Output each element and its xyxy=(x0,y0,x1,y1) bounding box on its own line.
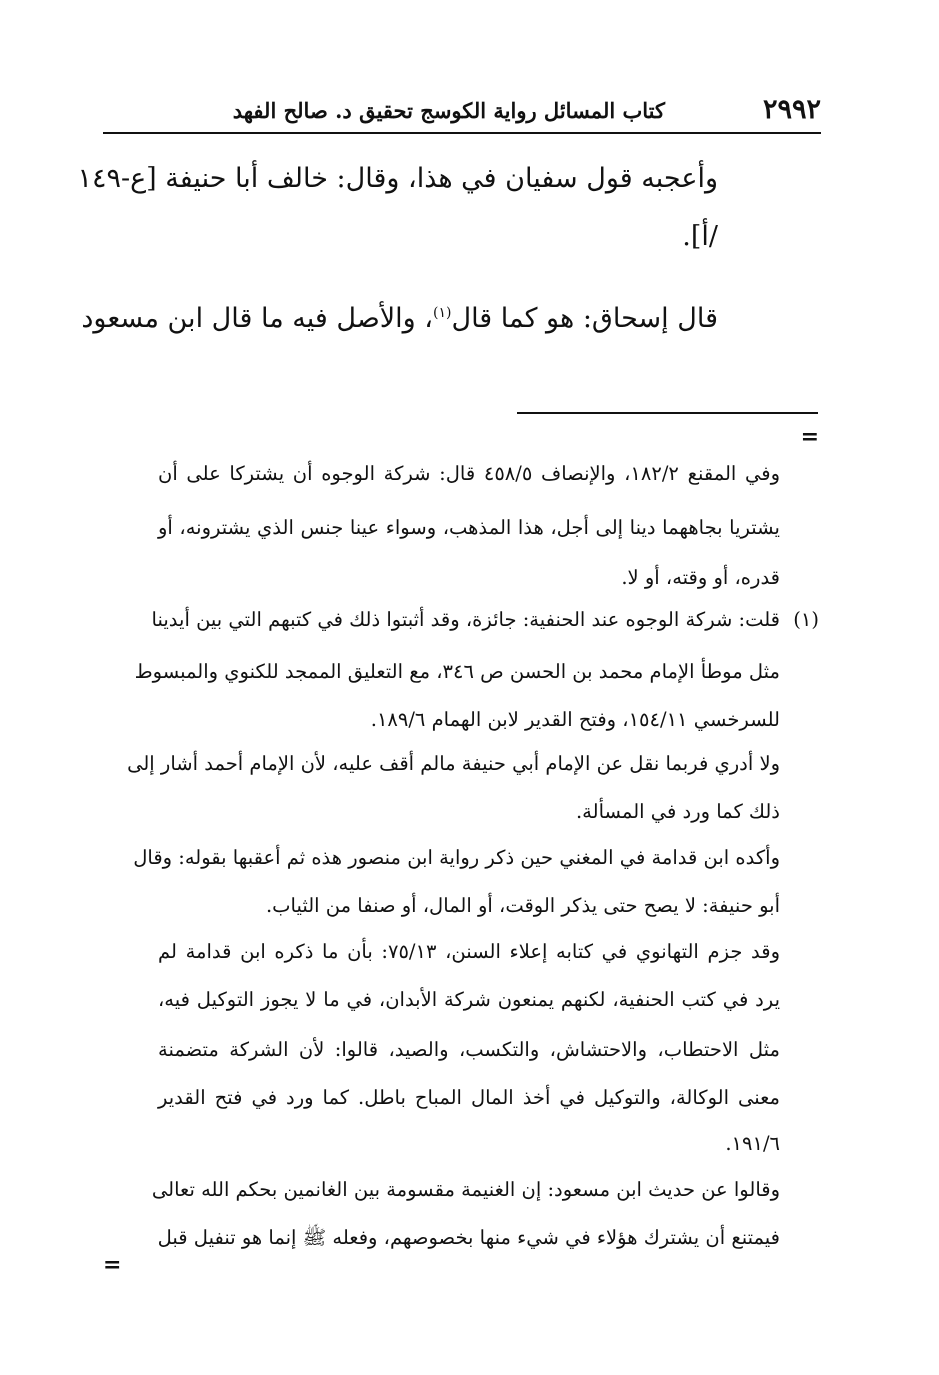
footnote-line: يرد في كتب الحنفية، لكنهم يمنعون شركة الأبدان، في ما لا يجوز التوكيل فيه، xyxy=(158,988,780,1011)
footnote-line: للسرخسي ١٥٤/١١، وفتح القدير لابن الهمام ١٨٩/٦. xyxy=(370,708,780,731)
footnote-line: مثل موطأ الإمام محمد بن الحسن ص ٣٤٦، مع التعليق الممجد للكنوي والمبسوط xyxy=(134,660,780,683)
main-line-3-end: ، والأصل فيه ما قال ابن مسعود xyxy=(81,303,433,334)
running-title: كتاب المسائل رواية الكوسج تحقيق د. صالح الفهد xyxy=(232,98,665,123)
footnote-line: وفي المقنع ١٨٢/٢، والإنصاف ٤٥٨/٥ قال: شركة الوجوه أن يشتركا على أن xyxy=(158,462,780,485)
page-number: ٢٩٩٢ xyxy=(762,94,821,125)
footnote-separator xyxy=(517,412,818,414)
footnote-line: يشتريا بجاههما دينا إلى أجل، هذا المذهب، وسواء عينا جنس الذي يشترونه، أو xyxy=(158,516,780,539)
footnote-line: فيمتنع أن يشترك هؤلاء في شيء منها بخصوصهم، وفعله ﷺ إنما هو تنفيل قبل xyxy=(157,1226,780,1249)
main-line-3 xyxy=(81,290,718,348)
main-line-1: وأعجبه قول سفيان في هذا، وقال: خالف أبا حنيفة [ع-١٤٩ xyxy=(77,163,718,194)
footnote-line: ولا أدري فربما نقل عن الإمام أبي حنيفة مالم أقف عليه، لأن الإمام أحمد أشار إلى xyxy=(127,752,780,775)
continuation-mark-top: = xyxy=(800,424,819,450)
footnote-line: قدره، أو وقته، أو لا. xyxy=(621,566,780,589)
footnote-reference: (١) xyxy=(432,305,452,321)
footnote-line: وقالوا عن حديث ابن مسعود: إن الغنيمة مقسومة بين الغانمين بحكم الله تعالى xyxy=(151,1178,780,1201)
footnote-line: قلت: شركة الوجوه عند الحنفية: جائزة، وقد أثبتوا ذلك في كتبهم التي بين أيدينا xyxy=(151,608,780,631)
footnote-line: مثل الاحتطاب، والاحتشاش، والتكسب، والصيد، قالوا: لأن الشركة متضمنة xyxy=(158,1038,780,1061)
footnote-line: وقد جزم التهانوي في كتابه إعلاء السنن، ٧٥/١٣: بأن ما ذكره ابن قدامة لم xyxy=(158,940,781,963)
page-header xyxy=(103,92,821,134)
footnote-line: وأكده ابن قدامة في المغني حين ذكر رواية ابن منصور هذه ثم أعقبها بقوله: وقال xyxy=(133,846,780,869)
main-line-2: /أ]. xyxy=(682,221,718,252)
footnote-line: معنى الوكالة، والتوكيل في أخذ المال المباح باطل. كما ورد في فتح القدير xyxy=(158,1086,780,1109)
main-line-3-start: قال إسحاق: هو كما قال xyxy=(451,303,718,334)
footnote-line: ذلك كما ورد في المسألة. xyxy=(575,800,780,823)
continuation-mark-bottom: = xyxy=(103,1252,122,1278)
footnote-line: ١٩١/٦. xyxy=(725,1132,780,1155)
footnote-number: (١) xyxy=(793,608,819,631)
footnote-line: أبو حنيفة: لا يصح حتى يذكر الوقت، أو المال، أو صنفا من الثياب. xyxy=(265,894,780,917)
